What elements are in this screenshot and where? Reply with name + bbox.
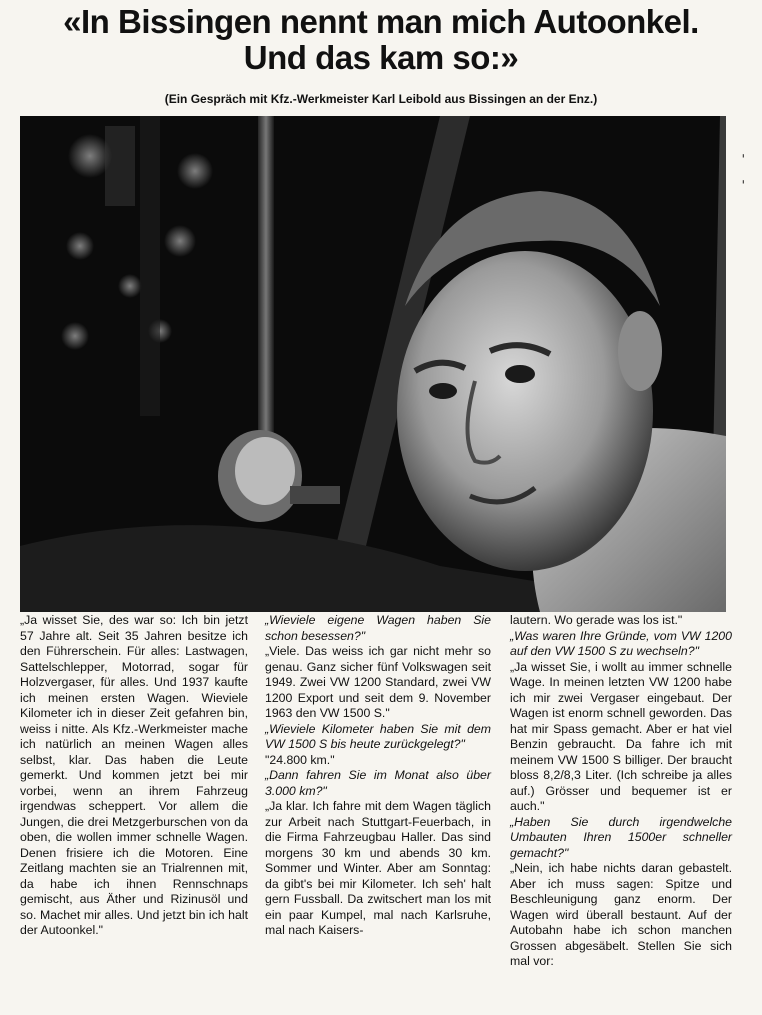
answer: lautern. Wo gerade was los ist."	[510, 613, 683, 627]
headline-line-1: «In Bissingen nennt man mich Autoonkel.	[63, 3, 699, 40]
question: „Wieviele eigene Wagen haben Sie schon besessen?"	[265, 613, 491, 643]
headline-line-2: Und das kam so:»	[243, 39, 519, 76]
answer: „Ja klar. Ich fahre mit dem Wagen täglich zur Arbeit nach Stuttgart-Feuerbach, in die Firma Fahrzeugbau Haller. Das sind morgens 30 km und abends 30 km. Sommer und Winter. Aber am Sonntag: da gibt's bei mir Kilometer. Ich seh' halt gern Fussball. Da zwitschert man los mit ein paar Kumpel, mal nach Karlsruhe, mal nach Kaisers-	[265, 799, 491, 937]
answer: "24.800 km."	[265, 752, 335, 767]
margin-marks	[740, 150, 747, 202]
question: „Haben Sie durch irgendwelche Umbauten Ihren 1500er schneller gemacht?"	[510, 814, 732, 860]
question: „Wieviele Kilometer haben Sie mit dem VW 1500 S bis heute zurückgelegt?"	[265, 721, 491, 751]
subtitle: (Ein Gespräch mit Kfz.-Werkmeister Karl Leibold aus Bissingen an der Enz.)	[164, 92, 598, 106]
answer: „Ja wisset Sie, i wollt au immer schnelle Wage. In meinen letzten VW 1200 habe ich mir zwei Vergaser eingebaut. Der Wagen ist enorm schnell geworden. Das hat mir Spass gemacht. Aber er hat viel Benzin gebraucht. Da fahre ich mit meinem VW 1500 S billiger. Der braucht bloss 8,2/8,3 Liter. (Ich schreibe ja alles auf.) Grösser und bequemer ist er auch."	[510, 659, 732, 813]
portrait-photo-illustration	[20, 116, 726, 612]
question: „Was waren Ihre Gründe, vom VW 1200 auf den VW 1500 S zu wechseln?"	[510, 628, 732, 658]
headline	[0, 4, 762, 76]
portrait-photo	[20, 116, 726, 612]
answer: „Nein, ich habe nichts daran gebastelt. Aber ich muss sagen: Spitze und Beschleunigung ganz enorm. Der Wagen wird überall bestaunt. Auf der Autobahn habe ich schon manchen Grossen abgesäbelt. Stellen Sie sich mal vor:	[510, 861, 732, 968]
text-column-3	[510, 613, 732, 1013]
paragraph: „Ja wisset Sie, des war so: Ich bin jetzt 57 Jahre alt. Seit 35 Jahren besitze ich den Führerschein. Für alles: Lastwagen, Sattelschlepper, Motorrad, sogar für Holzvergaser, für alles. Und 1937 kaufte ich meinen ersten Wagen. Wieviele Kilometer ich in dieser Zeit gefahren bin, weiss i nitte. Als Kfz.-Werkmeister mache ich natürlich an meinen Wagen alles selbst, klar. Das haben die Leute gemerkt. Und kommen jetzt bei mir vorbei, wenn an ihrem Fahrzeug irgendwas scheppert. Vor allem die Jungen, die drei Metzgerburschen von da oben, die wollen immer schnelle Wagen. Denen frisiere ich die Motoren. Eine Zeitlang machten sie an Trialrennen mit, da habe ich ihnen Rennschnaps gemischt, aus Äther und Rizinusöl und so. Machet mir alles. Und jetzt bin ich halt der Autoonkel."	[20, 613, 248, 937]
margin-mark: ˈ	[740, 178, 747, 200]
text-column-1	[20, 613, 248, 1013]
margin-mark: ˈ	[740, 152, 747, 174]
question: „Dann fahren Sie im Monat also über 3.000 km?"	[265, 768, 491, 798]
answer: „Viele. Das weiss ich gar nicht mehr so genau. Ganz sicher fünf Volkswagen seit 1949. Zwei VW 1200 Standard, zwei VW 1200 Export und seit dem 9. November 1963 den VW 1500 S."	[265, 644, 491, 720]
text-column-2	[265, 613, 491, 1013]
